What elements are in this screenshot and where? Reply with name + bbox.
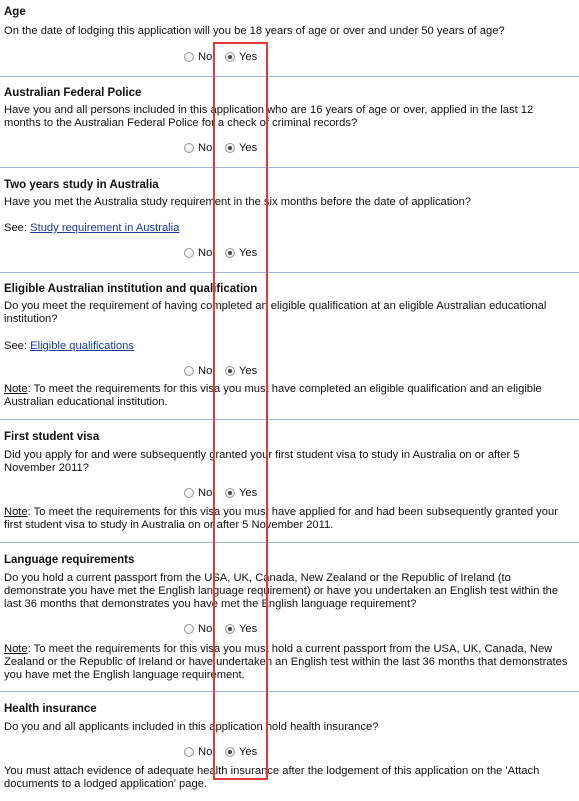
eligible-qualifications-link[interactable]: Eligible qualifications: [30, 340, 134, 352]
health-no-radio[interactable]: [184, 747, 194, 757]
afp-yes-radio[interactable]: [225, 143, 235, 153]
divider: [0, 691, 579, 692]
study-question: Have you met the Australia study requirement in the six months before the date of application?: [4, 196, 472, 208]
health-footer: You must attach evidence of adequate health insurance after the lodgement of this application on the 'Attach documents to a lodged application' page.: [4, 765, 540, 790]
institution-no-radio[interactable]: [184, 366, 194, 376]
age-question: On the date of lodging this application will you be 18 years of age or over and under 50 years of age?: [4, 25, 505, 37]
language-note-text: : To meet the requirements for this visa you must hold a current passport from the USA, UK, Canada, New Zealand or the Republic of Ireland or have undertaken an English test within the last 36 months that demonstrates you have met the English language requirement.: [4, 643, 568, 681]
language-yes-label: Yes: [239, 623, 258, 635]
divider: [0, 272, 579, 273]
afp-yes-label: Yes: [239, 142, 258, 154]
study-see: [4, 222, 572, 235]
age-yes-label: Yes: [239, 51, 258, 63]
health-yes-label: Yes: [239, 746, 258, 758]
study-requirement-link[interactable]: Study requirement in Australia: [30, 222, 180, 234]
age-title: Age: [4, 6, 26, 18]
student-visa-no-label: No: [198, 487, 213, 499]
age-no-radio[interactable]: [184, 52, 194, 62]
institution-yes-radio[interactable]: [225, 366, 235, 376]
institution-note-text: : To meet the requirements for this visa you must have completed an eligible qualification and an eligible Australian educational institution.: [4, 383, 542, 408]
language-question: Do you hold a current passport from the USA, UK, Canada, New Zealand or the Republic of Ireland (to demonstrate you have met the English language requirement) or have you undertaken an English test within the last 36 months that demonstrates you have met the English language requirement?: [4, 572, 559, 610]
language-note: [4, 643, 572, 682]
age-no-label: No: [198, 51, 213, 63]
age-yes-radio[interactable]: [225, 52, 235, 62]
study-yes-radio[interactable]: [225, 248, 235, 258]
afp-no-radio[interactable]: [184, 143, 194, 153]
student-visa-note-label: Note: [4, 506, 28, 518]
divider: [0, 542, 579, 543]
institution-see: [4, 340, 572, 353]
institution-see-label: See:: [4, 340, 31, 352]
afp-question: Have you and all persons included in this application who are 16 years of age or over, applied in the last 12 months to the Australian Federal Police for a check of criminal records?: [4, 104, 534, 129]
student-visa-question: Did you apply for and were subsequently granted your first student visa to study in Australia on or after 5 November 2011?: [4, 449, 520, 474]
afp-no-label: No: [198, 142, 213, 154]
institution-no-label: No: [198, 365, 213, 377]
study-see-label: See:: [4, 222, 31, 234]
language-no-label: No: [198, 623, 213, 635]
divider: [0, 76, 579, 77]
study-title: Two years study in Australia: [4, 179, 159, 191]
language-note-label: Note: [4, 643, 28, 655]
student-visa-no-radio[interactable]: [184, 488, 194, 498]
institution-yes-label: Yes: [239, 365, 258, 377]
health-question: Do you and all applicants included in this application hold health insurance?: [4, 721, 379, 733]
student-visa-yes-label: Yes: [239, 487, 258, 499]
study-yes-label: Yes: [239, 247, 258, 259]
student-visa-note: [4, 506, 572, 532]
health-title: Health insurance: [4, 703, 97, 715]
afp-title: Australian Federal Police: [4, 87, 142, 99]
language-yes-radio[interactable]: [225, 624, 235, 634]
institution-question: Do you meet the requirement of having completed an eligible qualification at an eligible Australian educational institution?: [4, 300, 547, 325]
language-no-radio[interactable]: [184, 624, 194, 634]
student-visa-yes-radio[interactable]: [225, 488, 235, 498]
health-no-label: No: [198, 746, 213, 758]
student-visa-note-text: : To meet the requirements for this visa you must have applied for and had been subsequently granted your first student visa to study in Australia on or after 5 November 2011.: [4, 506, 558, 531]
institution-note: [4, 383, 572, 409]
study-no-radio[interactable]: [184, 248, 194, 258]
student-visa-title: First student visa: [4, 431, 100, 443]
language-title: Language requirements: [4, 554, 135, 566]
study-no-label: No: [198, 247, 213, 259]
divider: [0, 419, 579, 420]
health-yes-radio[interactable]: [225, 747, 235, 757]
institution-note-label: Note: [4, 383, 28, 395]
institution-title: Eligible Australian institution and qualification: [4, 283, 258, 295]
divider: [0, 167, 579, 168]
